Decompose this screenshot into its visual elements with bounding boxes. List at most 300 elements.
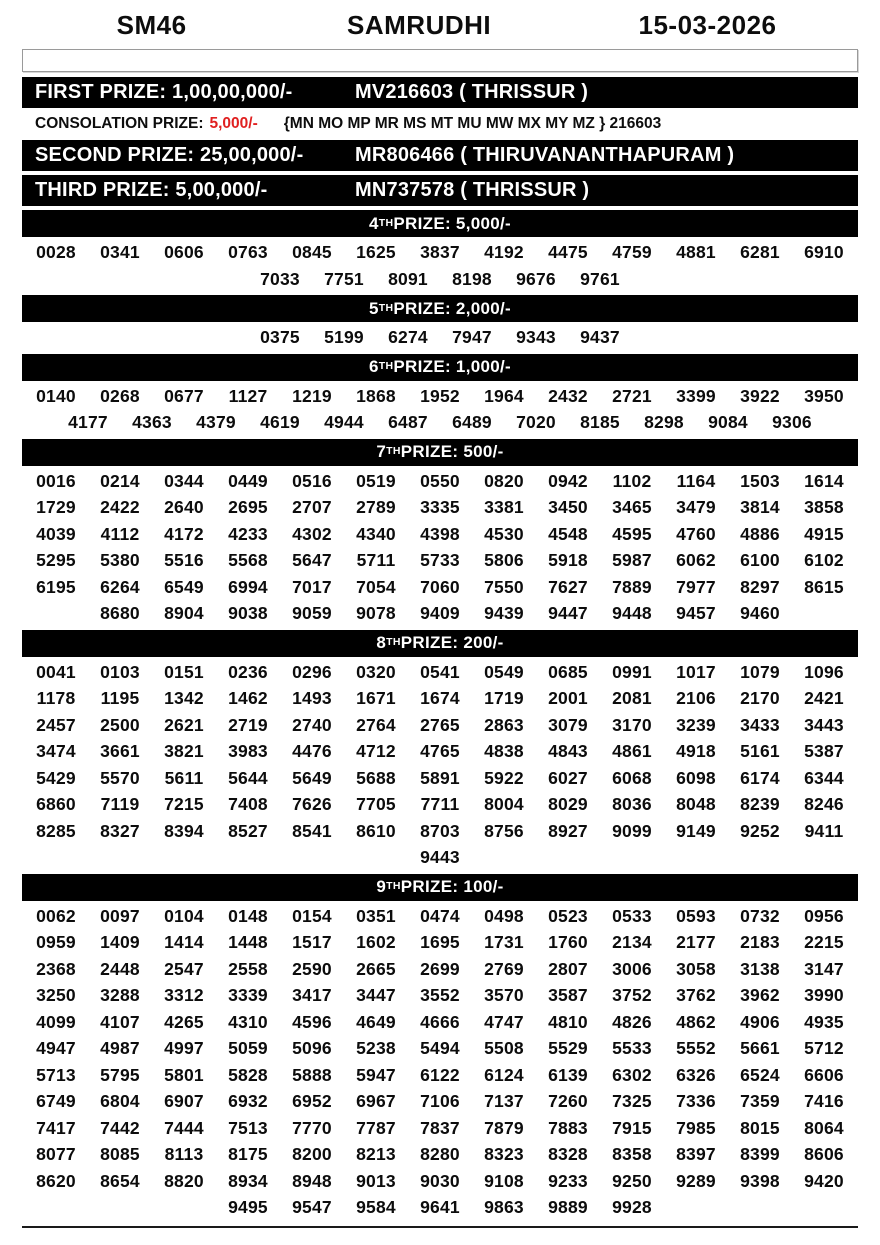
prize-number: 6062 [676,550,716,570]
winning-numbers-row [22,1035,858,1062]
prize-number: 2789 [356,497,396,517]
prize-number: 9584 [356,1197,396,1217]
prize-number: 3399 [676,385,716,406]
prize-number: 7627 [548,576,588,597]
prize-number: 2422 [100,497,140,517]
prize-number: 8358 [612,1144,652,1164]
prize-number: 1164 [676,470,716,491]
prize-number: 0763 [228,242,268,262]
winning-numbers-row [22,1088,858,1115]
winning-numbers-row [22,1141,858,1168]
prize-number: 6910 [804,242,844,262]
prize-number: 4861 [612,741,652,761]
prize-number: 0104 [164,905,204,926]
prize-number: 7889 [612,576,652,597]
prize-number: 1017 [676,661,716,682]
winning-numbers-row [22,929,858,956]
winning-numbers-row [22,600,858,627]
prize-number: 6274 [388,327,428,347]
prize-number: 2177 [676,932,716,952]
prize-number: 8029 [548,794,588,814]
prize-number: 5429 [36,767,76,788]
prize-number: 8077 [36,1144,76,1164]
prize-number: 9443 [420,847,460,867]
prize-number: 8680 [100,603,140,623]
prize-number: 6068 [612,767,652,788]
prize-number: 7325 [612,1091,652,1111]
prize-number: 1964 [484,385,524,406]
prize-number: 6549 [164,576,204,597]
prize-number: 2001 [548,688,588,708]
prize-number: 3138 [740,958,780,979]
prize-number: 4039 [36,523,76,544]
prize-number: 7947 [452,327,492,347]
prize-number: 8397 [676,1144,716,1164]
prize-number: 9084 [708,412,748,432]
prize-number: 4107 [100,1011,140,1032]
prize-number: 5661 [740,1038,780,1058]
prize-number: 8756 [484,820,524,841]
prize-number: 7417 [36,1117,76,1138]
prize-number: 5801 [164,1064,204,1085]
prize-number: 6860 [36,794,76,814]
prize-number: 9250 [612,1170,652,1191]
prize-number: 0151 [164,661,204,682]
prize-number: 2457 [36,714,76,735]
prize-number: 0474 [420,905,460,926]
prize-number: 9078 [356,603,396,623]
prize-number: 4530 [484,523,524,544]
prize-number: 4476 [292,741,332,761]
prize-number: 0550 [420,470,460,491]
prize-number: 7751 [324,268,364,289]
prize-number: 0375 [260,327,300,347]
prize-number: 0685 [548,661,588,682]
prize-number: 0062 [36,905,76,926]
prize-number: 3950 [804,385,844,406]
prize-number: 8327 [100,820,140,841]
prize-number: 4177 [68,412,108,432]
prize-number: 9099 [612,820,652,841]
prize-section-4th [22,210,858,292]
prize-number: 2170 [740,688,780,708]
prize-number: 1602 [356,932,396,952]
lottery-code: SM46 [116,10,187,40]
prize-number: 7626 [292,794,332,814]
prize-number: 5918 [548,550,588,570]
prize-number: 7408 [228,794,268,814]
winning-numbers-row [22,1009,858,1036]
prize-number: 7017 [292,576,332,597]
prize-number: 0541 [420,661,460,682]
prize-number: 6098 [676,767,716,788]
prize-number: 7033 [260,268,300,289]
prize-number: 2765 [420,714,460,735]
prize-number: 5688 [356,767,396,788]
prize-number: 4915 [804,523,844,544]
prize-number: 8064 [804,1117,844,1138]
prize-number: 8036 [612,794,652,814]
prize-number: 2640 [164,497,204,517]
prize-number: 1731 [484,932,524,952]
prize-number: 1409 [100,932,140,952]
prize-number: 9030 [420,1170,460,1191]
winning-numbers-row [22,324,858,351]
winning-numbers-row [22,239,858,266]
prize-number: 4987 [100,1038,140,1058]
winning-numbers-row [22,521,858,548]
winning-numbers-row [22,738,858,765]
prize-number: 3058 [676,958,716,979]
prize-number: 8610 [356,820,396,841]
winning-numbers-row [22,791,858,818]
prize-number: 9398 [740,1170,780,1191]
prize-number: 7837 [420,1117,460,1138]
prize-number: 2183 [740,932,780,952]
prize-number: 1614 [804,470,844,491]
winning-numbers-row [22,266,858,293]
winning-numbers-row [22,547,858,574]
prize-number: 3239 [676,714,716,735]
prize-number: 9306 [772,412,812,432]
prize-number: 3814 [740,497,780,517]
prize-number: 1719 [484,688,524,708]
prize-number: 9420 [804,1170,844,1191]
prize-number: 4712 [356,741,396,761]
prize-number: 8328 [548,1144,588,1164]
prize-number: 6994 [228,576,268,597]
prize-number: 8175 [228,1144,268,1164]
prize-number: 8820 [164,1170,204,1191]
prize-number: 5922 [484,767,524,788]
prize-number: 2699 [420,958,460,979]
prize-number: 8934 [228,1170,268,1191]
winning-numbers-row [22,1115,858,1142]
prize-number: 9108 [484,1170,524,1191]
prize-number: 0516 [292,470,332,491]
prize-number: 9439 [484,603,524,623]
prize-number: 0523 [548,905,588,926]
prize-number: 3006 [612,958,652,979]
prize-number: 2721 [612,385,652,406]
prize-number: 4619 [260,412,300,432]
consolation-amount: 5,000/- [209,115,258,132]
prize-number: 0351 [356,905,396,926]
empty-notice-box [22,49,858,72]
prize-number: 0677 [164,385,204,406]
prize-number: 1729 [36,497,76,517]
prize-number: 4935 [804,1011,844,1032]
prize-number: 7513 [228,1117,268,1138]
prize-number: 9437 [580,327,620,347]
prize-section-header: 7 $^{TH}$ PRIZE: 500/- [22,439,858,466]
prize-number: 0845 [292,242,332,262]
prize-number: 6952 [292,1091,332,1111]
prize-number: 7883 [548,1117,588,1138]
prize-number: 5647 [292,550,332,570]
prize-number: 1195 [100,688,140,708]
prize-number: 8200 [292,1144,332,1164]
prize-number: 6326 [676,1064,716,1085]
prize-number: 9038 [228,603,268,623]
prize-number: 1517 [292,932,332,952]
prize-number: 4099 [36,1011,76,1032]
prize-number: 7054 [356,576,396,597]
prize-section-7th [22,439,858,627]
prize-number: 5891 [420,767,460,788]
prize-section-header: 5 $^{TH}$ PRIZE: 2,000/- [22,295,858,322]
prize-number: 8213 [356,1144,396,1164]
prize-number: 4398 [420,523,460,544]
prize-number: 9761 [580,268,620,289]
prize-number: 4997 [164,1038,204,1058]
prize-number: 9409 [420,603,460,623]
prize-number: 3837 [420,242,460,262]
prize-number: 2764 [356,714,396,735]
prize-number: 7106 [420,1091,460,1111]
second-prize-winner: MR806466 ( THIRUVANANTHAPURAM ) [355,144,735,166]
prize-number: 4906 [740,1011,780,1032]
prize-number: 1342 [164,688,204,708]
prize-number: 7787 [356,1117,396,1138]
prize-number: 2421 [804,688,844,708]
prize-number: 9343 [516,327,556,347]
prize-number: 4747 [484,1011,524,1032]
prize-number: 4947 [36,1038,76,1058]
winning-numbers-row [22,409,858,436]
prize-number: 2590 [292,958,332,979]
prize-number: 4192 [484,242,524,262]
prize-number: 5533 [612,1038,652,1058]
prize-number: 6124 [484,1064,524,1085]
prize-number: 4810 [548,1011,588,1032]
prize-section-9th [22,874,858,1221]
prize-number: 9547 [292,1197,332,1217]
winning-numbers-row [22,982,858,1009]
prize-number: 8620 [36,1170,76,1191]
prize-number: 1671 [356,688,396,708]
prize-number: 0593 [676,905,716,926]
prize-number: 0533 [612,905,652,926]
prize-number: 8091 [388,268,428,289]
prize-number: 0236 [228,661,268,682]
prize-number: 5733 [420,550,460,570]
prize-number: 7359 [740,1091,780,1111]
prize-number: 2719 [228,714,268,735]
prize-number: 7260 [548,1091,588,1111]
prize-number: 6967 [356,1091,396,1111]
first-prize-label: FIRST PRIZE: 1,00,00,000/- [35,81,293,103]
prize-number: 7060 [420,576,460,597]
prize-number: 2807 [548,958,588,979]
winning-numbers-row [22,956,858,983]
prize-number: 5711 [356,550,396,570]
prize-number: 6122 [420,1064,460,1085]
prize-number: 8606 [804,1144,844,1164]
prize-number: 1096 [804,661,844,682]
prize-number: 3752 [612,985,652,1005]
prize-number: 7444 [164,1117,204,1138]
prize-section-6th [22,354,858,436]
prize-number: 3447 [356,985,396,1005]
prize-number: 3570 [484,985,524,1005]
prize-number: 6524 [740,1064,780,1085]
prize-number: 9149 [676,820,716,841]
prize-number: 4475 [548,242,588,262]
prize-number: 0140 [36,385,76,406]
prize-number: 3983 [228,741,268,761]
prize-number: 2558 [228,958,268,979]
prize-number: 8323 [484,1144,524,1164]
prize-number: 3288 [100,985,140,1005]
prize-number: 4862 [676,1011,716,1032]
prize-number: 9289 [676,1170,716,1191]
prize-number: 1952 [420,385,460,406]
prize-number: 7705 [356,794,396,814]
bottom-divider [22,1226,858,1228]
prize-number: 4340 [356,523,396,544]
first-prize-bar [22,77,858,108]
prize-number: 6102 [804,550,844,570]
prize-number: 3450 [548,497,588,517]
prize-number: 2695 [228,497,268,517]
prize-number: 5795 [100,1064,140,1085]
prize-number: 8394 [164,820,204,841]
prize-number: 9059 [292,603,332,623]
prize-number: 9448 [612,603,652,623]
prize-number: 8927 [548,820,588,841]
prize-number: 0016 [36,470,76,491]
prize-number: 0296 [292,661,332,682]
prize-number: 4944 [324,412,364,432]
prize-number: 7442 [100,1117,140,1138]
prize-number: 6344 [804,767,844,788]
draw-date: 15-03-2026 [638,10,777,40]
prize-number: 4649 [356,1011,396,1032]
winning-numbers-row [22,765,858,792]
prize-number: 4363 [132,412,172,432]
consolation-label: CONSOLATION PRIZE: [35,115,204,132]
winning-numbers-row [22,1168,858,1195]
prize-number: 5380 [100,550,140,570]
prize-number: 2081 [612,688,652,708]
prize-number: 8185 [580,412,620,432]
prize-number: 2769 [484,958,524,979]
prize-number: 2740 [292,714,332,735]
prize-number: 2134 [612,932,652,952]
prize-number: 0097 [100,905,140,926]
prize-number: 4310 [228,1011,268,1032]
prize-number: 3335 [420,497,460,517]
prize-number: 8615 [804,576,844,597]
winning-numbers-row [22,844,858,871]
prize-number: 5238 [356,1038,396,1058]
prize-number: 0956 [804,905,844,926]
prize-number: 6100 [740,550,780,570]
prize-number: 0959 [36,932,76,952]
prize-number: 7915 [612,1117,652,1138]
prize-number: 0519 [356,470,396,491]
winning-numbers-row [22,494,858,521]
prize-number: 3762 [676,985,716,1005]
prize-number: 9013 [356,1170,396,1191]
prize-number: 6907 [164,1091,204,1111]
prize-number: 4886 [740,523,780,544]
winning-numbers-row [22,659,858,686]
prize-number: 7416 [804,1091,844,1111]
prize-number: 7711 [420,794,460,814]
prize-number: 5713 [36,1064,76,1085]
prize-number: 4172 [164,523,204,544]
prize-number: 5987 [612,550,652,570]
prize-number: 4666 [420,1011,460,1032]
prize-number: 1102 [612,470,652,491]
prize-number: 6281 [740,242,780,262]
prize-number: 0320 [356,661,396,682]
prize-number: 0449 [228,470,268,491]
prize-section-header: 4 $^{TH}$ PRIZE: 5,000/- [22,210,858,237]
prize-number: 1868 [356,385,396,406]
prize-number: 9457 [676,603,716,623]
prize-number: 5529 [548,1038,588,1058]
prize-number: 0942 [548,470,588,491]
prize-number: 3465 [612,497,652,517]
prize-number: 3250 [36,985,76,1005]
prize-number: 4595 [612,523,652,544]
winning-numbers-row [22,468,858,495]
prize-number: 6804 [100,1091,140,1111]
prize-number: 5888 [292,1064,332,1085]
prize-number: 0820 [484,470,524,491]
prize-number: 5712 [804,1038,844,1058]
prize-number: 2500 [100,714,140,735]
prize-number: 6749 [36,1091,76,1111]
second-prize-bar [22,140,858,171]
prize-number: 8654 [100,1170,140,1191]
prize-number: 2707 [292,497,332,517]
prize-number: 8297 [740,576,780,597]
winning-numbers-row [22,712,858,739]
prize-number: 9863 [484,1197,524,1217]
prize-number: 5947 [356,1064,396,1085]
winning-numbers-row [22,574,858,601]
prize-number: 5508 [484,1038,524,1058]
prize-number: 7336 [676,1091,716,1111]
prize-number: 8948 [292,1170,332,1191]
prize-number: 1462 [228,688,268,708]
prize-number: 3312 [164,985,204,1005]
prize-number: 5387 [804,741,844,761]
prize-number: 1760 [548,932,588,952]
prize-number: 5570 [100,767,140,788]
prize-number: 9928 [612,1197,652,1217]
prize-sections [22,210,858,1221]
prize-number: 0028 [36,242,76,262]
prize-number: 2863 [484,714,524,735]
prize-number: 1625 [356,242,396,262]
prize-number: 8246 [804,794,844,814]
prize-number: 2368 [36,958,76,979]
prize-number: 4302 [292,523,332,544]
prize-number: 6606 [804,1064,844,1085]
prize-number: 1219 [292,385,332,406]
prize-number: 7215 [164,794,204,814]
prize-number: 8298 [644,412,684,432]
prize-number: 5059 [228,1038,268,1058]
prize-number: 8198 [452,268,492,289]
prize-section-header: 9 $^{TH}$ PRIZE: 100/- [22,874,858,901]
prize-number: 7985 [676,1117,716,1138]
